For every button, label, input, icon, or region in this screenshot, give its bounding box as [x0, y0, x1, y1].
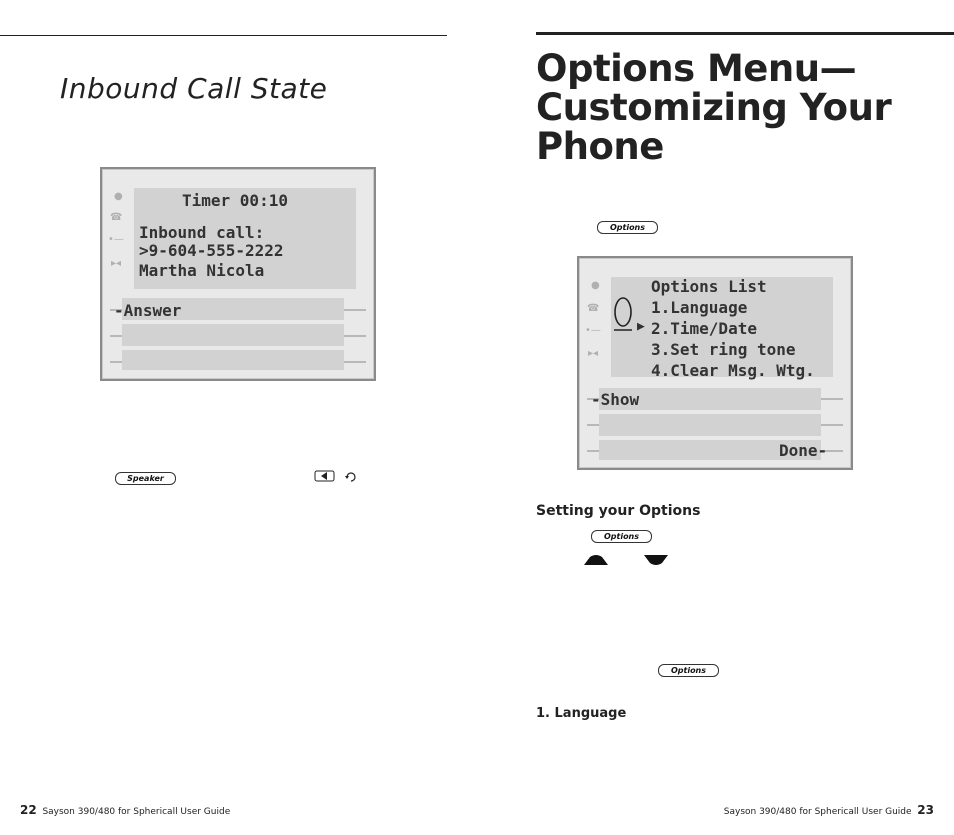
option-item-language: 1.Language — [651, 298, 748, 317]
volume-icon — [314, 470, 336, 482]
line-icon: •— — [585, 325, 601, 336]
arrows-icon: ▸◂ — [111, 258, 122, 269]
scroll-indicator-icon — [613, 295, 633, 333]
caller-name-line: Martha Nicola — [139, 261, 265, 280]
right-top-rule — [536, 32, 954, 35]
handset-icon: ☎ — [110, 212, 123, 223]
right-page-title — [536, 49, 891, 166]
right-footer — [724, 803, 934, 817]
line-icon: •— — [108, 234, 124, 245]
show-softkey-label: -Show — [591, 390, 640, 409]
status-dot-icon: ● — [114, 191, 123, 202]
speaker-button[interactable]: Speaker — [115, 472, 176, 485]
title-line-1: Options Menu— — [536, 47, 857, 90]
caller-number-line: >9-604-555-2222 — [139, 241, 284, 260]
handset-icon: ☎ — [587, 303, 600, 314]
scroll-down-key-icon — [643, 554, 669, 566]
option-item-time-date: 2.Time/Date — [651, 319, 757, 338]
softkey-bar-2[interactable] — [122, 324, 344, 346]
option-item-clear-msg: 4.Clear Msg. Wtg. — [651, 361, 815, 380]
option-item-ring-tone: 3.Set ring tone — [651, 340, 796, 359]
left-footer — [20, 803, 230, 817]
right-page-number: 23 — [917, 803, 934, 817]
softkey-bar-3[interactable] — [122, 350, 344, 370]
options-button-3[interactable]: Options — [658, 664, 719, 677]
inbound-call-line: Inbound call: — [139, 223, 265, 242]
left-top-rule — [0, 35, 447, 36]
setting-options-heading: Setting your Options — [536, 503, 701, 519]
inbound-call-display — [100, 167, 376, 381]
arrows-icon: ▸◂ — [588, 348, 599, 359]
left-footer-text: Sayson 390/480 for Sphericall User Guide — [42, 807, 231, 817]
title-line-2: Customizing Your — [536, 86, 892, 129]
redial-icon — [344, 471, 358, 483]
right-footer-text: Sayson 390/480 for Sphericall User Guide — [723, 807, 912, 817]
options-button[interactable]: Options — [597, 221, 658, 234]
selection-cursor-icon: ▶ — [637, 319, 645, 334]
options-button-2[interactable]: Options — [591, 530, 652, 543]
softkey-bar-2[interactable] — [599, 414, 821, 436]
status-dot-icon: ● — [591, 280, 600, 291]
done-softkey-label: Done- — [779, 441, 828, 460]
title-line-3: Phone — [536, 125, 664, 168]
scroll-up-key-icon — [583, 554, 609, 566]
answer-softkey-label: -Answer — [114, 301, 182, 320]
left-page-number: 22 — [20, 803, 37, 817]
options-list-display — [577, 256, 853, 470]
timer-line: Timer 00:10 — [182, 191, 288, 210]
options-list-header: Options List — [651, 277, 767, 296]
left-page-title: Inbound Call State — [60, 72, 328, 105]
language-subheading: 1. Language — [536, 706, 627, 721]
